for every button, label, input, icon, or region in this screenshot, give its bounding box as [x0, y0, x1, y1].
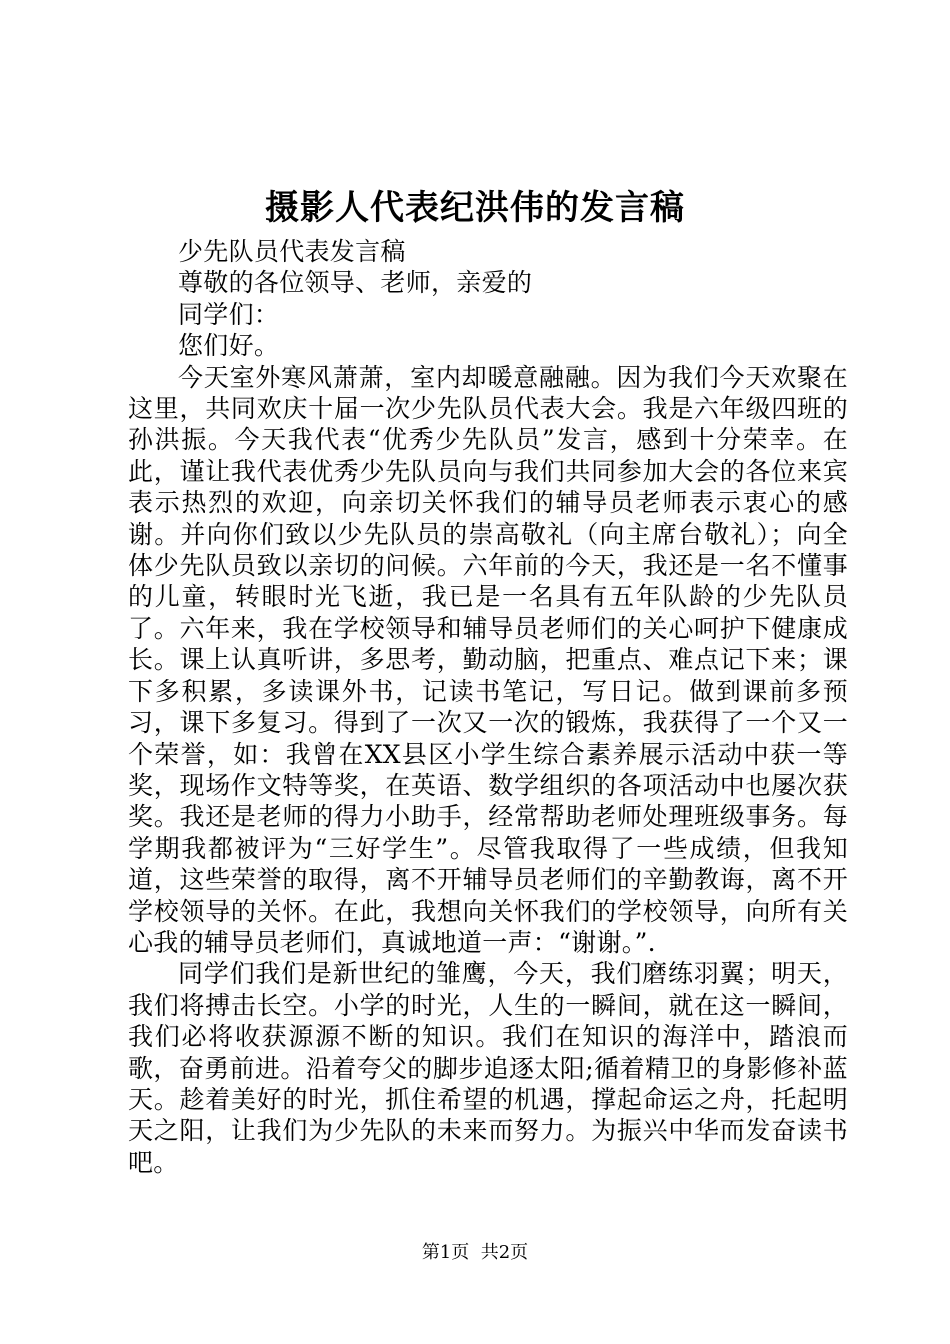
paragraph-closing: 同学们我们是新世纪的雏鹰，今天，我们磨练羽翼；明天，我们将搏击长空。小学的时光，人生的一瞬间，就在这一瞬间，我们必将收获源源不断的知识。我们在知识的海洋中，踏浪而歌，奋勇前进。沿着夸父的脚步追逐太阳;循着精卫的身影修补蓝天。趁着美好的时光，抓住希望的机遇，撑起命运之舟，托起明天之阳，让我们为少先队的未来而努力。为振兴中华而发奋读书吧。 — [128, 959, 848, 1177]
document-title: 摄影人代表纪洪伟的发言稿 — [265, 188, 685, 228]
paragraph-main: 今天室外寒风萧萧，室内却暖意融融。因为我们今天欢聚在这里，共同欢庆十届一次少先队员代表大会。我是六年级四班的孙洪振。今天我代表“优秀少先队员”发言，感到十分荣幸。在此，谨让我代表优秀少先队员向与我们共同参加大会的各位来宾表示热烈的欢迎，向亲切关怀我们的辅导员老师表示衷心的感谢。并向你们致以少先队员的崇高敬礼（向主席台敬礼）；向全体少先队员致以亲切的问候。六年前的今天，我还是一名不懂事的儿童，转眼时光飞逝，我已是一名具有五年队龄的少先队员了。六年来，我在学校领导和辅导员老师们的关心呵护下健康成长。课上认真听讲，多思考，勤动脑，把重点、难点记下来；课下多积累，多读课外书，记读书笔记，写日记。做到课前多预习，课下多复习。得到了一次又一次的锻炼，我获得了一个又一个荣誉，如：我曾在XX县区小学生综合素养展示活动中获一等奖，现场作文特等奖，在英语、数学组织的各项活动中也屡次获奖。我还是老师的得力小助手，经常帮助老师处理班级事务。每学期我都被评为“三好学生”。尽管我取得了一些成绩，但我知道，这些荣誉的取得，离不开辅导员老师们的辛勤教诲，离不开学校领导的关怀。在此，我想向关怀我们的学校领导，向所有关心我的辅导员老师们，真诚地道一声：“谢谢。”. — [128, 362, 848, 957]
page-number: 第1页 — [421, 1242, 470, 1263]
page-footer — [0, 1240, 950, 1266]
paragraph-salutation-cont: 同学们： — [178, 299, 280, 329]
paragraph-heading: 少先队员代表发言稿 — [178, 237, 406, 266]
page-total: 共2页 — [480, 1242, 529, 1263]
paragraph-salutation: 尊敬的各位领导、老师，亲爱的 — [178, 268, 533, 298]
document-body — [128, 236, 848, 1178]
paragraph-greeting: 您们好。 — [178, 331, 280, 361]
